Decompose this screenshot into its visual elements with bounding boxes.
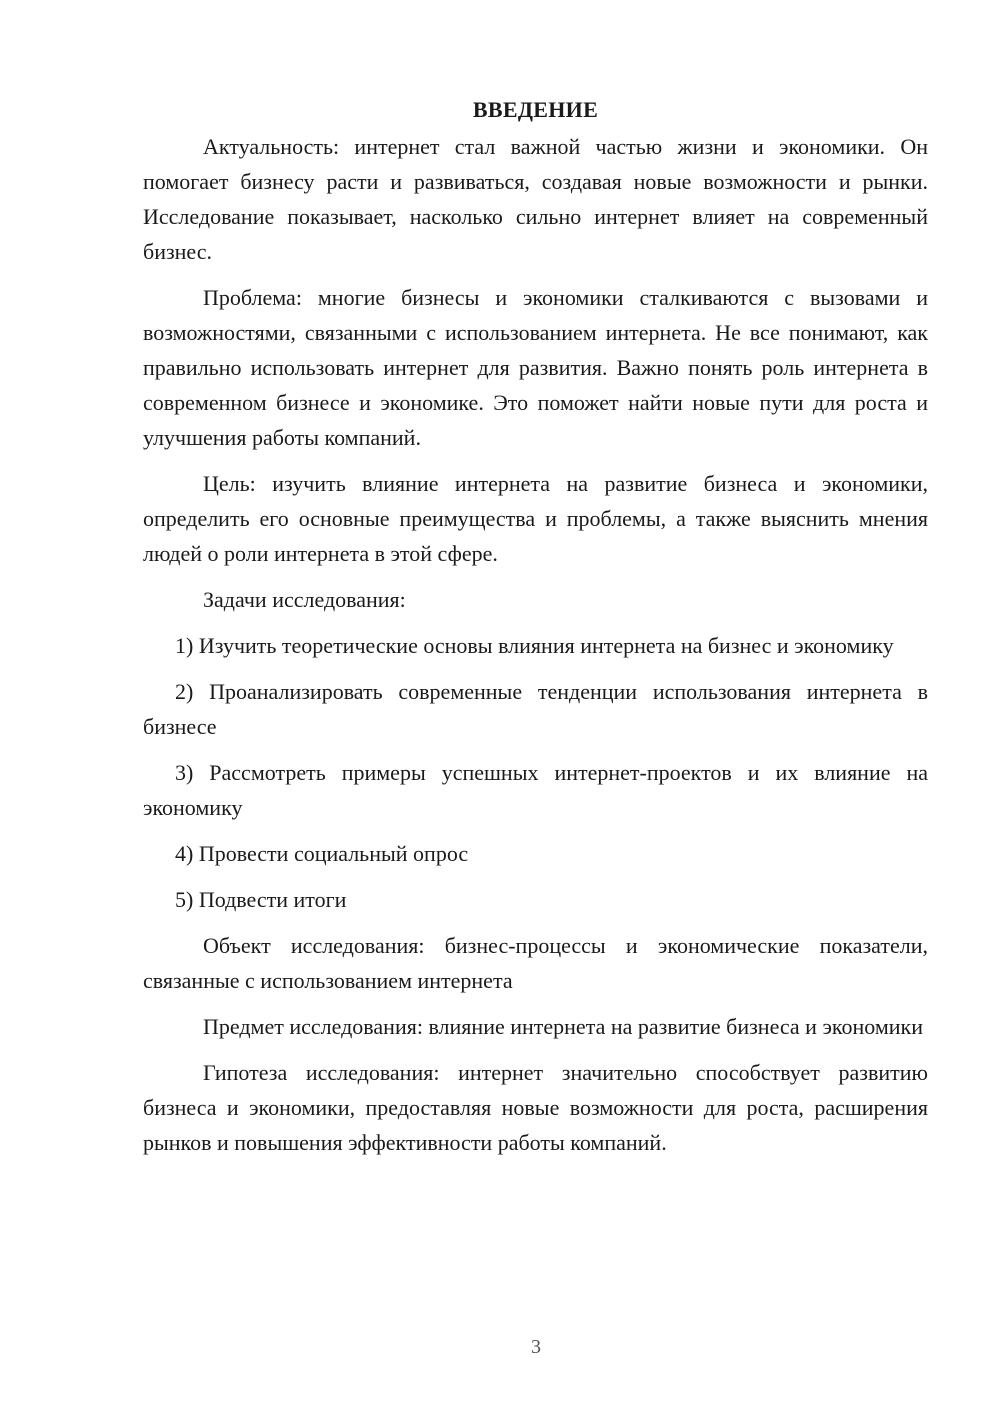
tasks-heading: Задачи исследования:	[203, 587, 406, 612]
page-number: 3	[531, 1336, 541, 1358]
page-title: ВВЕДЕНИЕ	[472, 97, 599, 122]
relevance-paragraph: Актуальность: интернет стал важной частью жизни и экономики. Он помогает бизнесу расти и развиваться, создавая новые возможности и рынки. Исследование показывает, насколько сильно интернет влияет на современный бизнес.	[143, 134, 928, 264]
research-subject-paragraph: Предмет исследования: влияние интернета на развитие бизнеса и экономики	[203, 1014, 923, 1039]
task-item: 4) Провести социальный опрос	[175, 841, 469, 866]
goal-paragraph: Цель: изучить влияние интернета на развитие бизнеса и экономики, определить его основные преимущества и проблемы, а также выяснить мнения людей о роли интернета в этой сфере.	[143, 471, 928, 566]
task-item: 5) Подвести итоги	[175, 887, 347, 912]
hypothesis-paragraph: Гипотеза исследования: интернет значительно способствует развитию бизнеса и экономики, предоставляя новые возможности для роста, расширения рынков и повышения эффективности работы компаний.	[143, 1060, 928, 1155]
task-item: 3) Рассмотреть примеры успешных интернет-проектов и их влияние на экономику	[143, 760, 928, 820]
task-item: 1) Изучить теоретические основы влияния интернета на бизнес и экономику	[175, 633, 894, 658]
problem-paragraph: Проблема: многие бизнесы и экономики сталкиваются с вызовами и возможностями, связанными с использованием интернета. Не все понимают, как правильно использовать интернет для развития. Важно понять роль интернета в современном бизнесе и экономике. Это поможет найти новые пути для роста и улучшения работы компаний.	[143, 285, 928, 450]
research-object-paragraph: Объект исследования: бизнес-процессы и экономические показатели, связанные с использованием интернета	[143, 933, 928, 993]
page-content	[143, 92, 928, 1171]
task-item: 2) Проанализировать современные тенденции использования интернета в бизнесе	[143, 679, 928, 739]
